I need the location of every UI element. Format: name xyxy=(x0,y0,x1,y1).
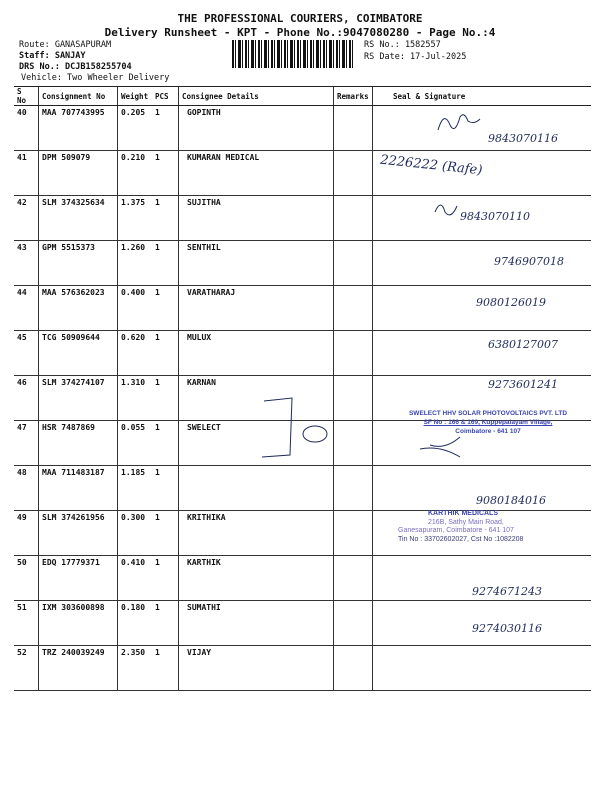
cell-weight: 2.350 xyxy=(118,646,153,691)
route: Route: GANASAPURAM xyxy=(19,40,112,50)
cell-weight: 0.210 xyxy=(118,151,153,196)
cell-sno: 44 xyxy=(14,286,39,331)
cell-sno: 48 xyxy=(14,466,39,511)
cell-consignee: KUMARAN MEDICAL xyxy=(179,151,334,196)
cell-pcs: 1 xyxy=(152,196,179,241)
handwritten-number: 9274671243 xyxy=(472,585,542,598)
handwritten-number: 9080126019 xyxy=(476,296,546,309)
cell-weight: 1.185 xyxy=(118,466,153,511)
rs-number: RS No.: 1582557 xyxy=(364,40,441,50)
col-weight: Weight xyxy=(118,87,153,106)
handwritten-number: 9273601241 xyxy=(488,378,558,391)
drs-number: DRS No.: DCJB158255704 xyxy=(19,62,132,72)
cell-sno: 41 xyxy=(14,151,39,196)
handwritten-number: 9746907018 xyxy=(494,255,564,268)
cell-weight: 0.400 xyxy=(118,286,153,331)
cell-sno: 42 xyxy=(14,196,39,241)
cell-pcs: 1 xyxy=(152,286,179,331)
cell-consignment: SLM 374325634 xyxy=(39,196,118,241)
cell-consignee: SUJITHA xyxy=(179,196,334,241)
signature-mark xyxy=(435,205,457,215)
circle-mark xyxy=(303,426,327,442)
cell-consignment: MAA 711483187 xyxy=(39,466,118,511)
cell-consignment: MAA 576362023 xyxy=(39,286,118,331)
cell-pcs: 1 xyxy=(152,646,179,691)
cell-weight: 0.055 xyxy=(118,421,153,466)
stamp-line: KARTHIK MEDICALS xyxy=(428,510,498,517)
handwritten-number: 9843070116 xyxy=(488,132,558,145)
col-consignee: Consignee Details xyxy=(179,87,334,106)
cell-weight: 1.375 xyxy=(118,196,153,241)
cell-consignment: HSR 7487869 xyxy=(39,421,118,466)
stamp-line: Ganesapuram, Coimbatore - 641 107 xyxy=(398,527,514,534)
stamp-line: 216B, Sathy Main Road, xyxy=(428,518,504,526)
cell-pcs: 1 xyxy=(152,331,179,376)
cell-consignment: SLM 374261956 xyxy=(39,511,118,556)
cell-sno: 45 xyxy=(14,331,39,376)
company-title: THE PROFESSIONAL COURIERS, COIMBATORE xyxy=(177,12,423,25)
cell-pcs: 1 xyxy=(152,106,179,151)
cell-sno: 52 xyxy=(14,646,39,691)
cell-pcs: 1 xyxy=(152,466,179,511)
col-consignment: Consignment No xyxy=(39,87,118,106)
cell-pcs: 1 xyxy=(152,241,179,286)
cell-pcs: 1 xyxy=(152,421,179,466)
cell-pcs: 1 xyxy=(152,511,179,556)
cell-consignment: TCG 50909644 xyxy=(39,331,118,376)
cell-weight: 0.620 xyxy=(118,331,153,376)
cell-weight: 0.205 xyxy=(118,106,153,151)
cell-consignee: KARTHIK xyxy=(179,556,334,601)
cell-sno: 40 xyxy=(14,106,39,151)
cell-consignee: SWELECT xyxy=(179,421,334,466)
col-remarks: Remarks xyxy=(334,87,373,106)
col-pcs: PCS xyxy=(152,87,179,106)
cell-consignment: TRZ 240039249 xyxy=(39,646,118,691)
stamp-line: Tin No : 33702602027, Cst No :1082208 xyxy=(398,535,524,543)
cell-sno: 43 xyxy=(14,241,39,286)
col-sno: S No xyxy=(14,87,39,106)
cell-sno: 46 xyxy=(14,376,39,421)
cell-pcs: 1 xyxy=(152,556,179,601)
cell-consignee: MULUX xyxy=(179,331,334,376)
cell-consignment: IXM 303600898 xyxy=(39,601,118,646)
staff: Staff: SANJAY xyxy=(19,51,86,61)
signature-mark xyxy=(420,437,460,457)
handwritten-number: 9843070110 xyxy=(460,210,530,223)
cell-consignee: KRITHIKA xyxy=(179,511,334,556)
stamp-line: SWELECT HHV SOLAR PHOTOVOLTAICS PVT. LTD xyxy=(408,410,568,417)
runsheet-subtitle: Delivery Runsheet - KPT - Phone No.:9047080280 - Page No.:4 xyxy=(104,26,496,39)
cell-sno: 49 xyxy=(14,511,39,556)
cell-sno: 50 xyxy=(14,556,39,601)
cell-consignment: GPM 5515373 xyxy=(39,241,118,286)
col-seal: Seal & Signature xyxy=(373,87,592,106)
cell-consignee: SENTHIL xyxy=(179,241,334,286)
bracket-mark xyxy=(262,398,292,457)
cell-consignee: GOPINTH xyxy=(179,106,334,151)
cell-pcs: 1 xyxy=(152,151,179,196)
handwritten-number: 6380127007 xyxy=(488,338,558,351)
cell-consignment: MAA 707743995 xyxy=(39,106,118,151)
cell-weight: 0.410 xyxy=(118,556,153,601)
handwritten-number: 9274030116 xyxy=(472,622,542,635)
cell-pcs: 1 xyxy=(152,376,179,421)
cell-sno: 51 xyxy=(14,601,39,646)
cell-consignee: SUMATHI xyxy=(179,601,334,646)
cell-weight: 1.260 xyxy=(118,241,153,286)
handwritten-number: 2226222 (Rafe) xyxy=(379,152,484,179)
vehicle: Vehicle: Two Wheeler Delivery xyxy=(21,73,170,83)
cell-consignee: KARNAN xyxy=(179,376,334,421)
cell-weight: 0.180 xyxy=(118,601,153,646)
cell-consignment: SLM 374274107 xyxy=(39,376,118,421)
cell-weight: 0.300 xyxy=(118,511,153,556)
cell-pcs: 1 xyxy=(152,601,179,646)
cell-sno: 47 xyxy=(14,421,39,466)
signature-mark xyxy=(438,115,480,130)
handwritten-number: 9080184016 xyxy=(476,494,546,507)
cell-consignment: EDQ 17779371 xyxy=(39,556,118,601)
cell-weight: 1.310 xyxy=(118,376,153,421)
stamp-line: SF No : 166 & 169, Kuppepalayam Village, xyxy=(423,419,553,426)
cell-consignee: VIJAY xyxy=(179,646,334,691)
cell-consignee: VARATHARAJ xyxy=(179,286,334,331)
stamp-line: Coimbatore - 641 107 xyxy=(455,428,521,435)
rs-date: RS Date: 17-Jul-2025 xyxy=(364,52,467,62)
cell-consignment: DPM 509079 xyxy=(39,151,118,196)
